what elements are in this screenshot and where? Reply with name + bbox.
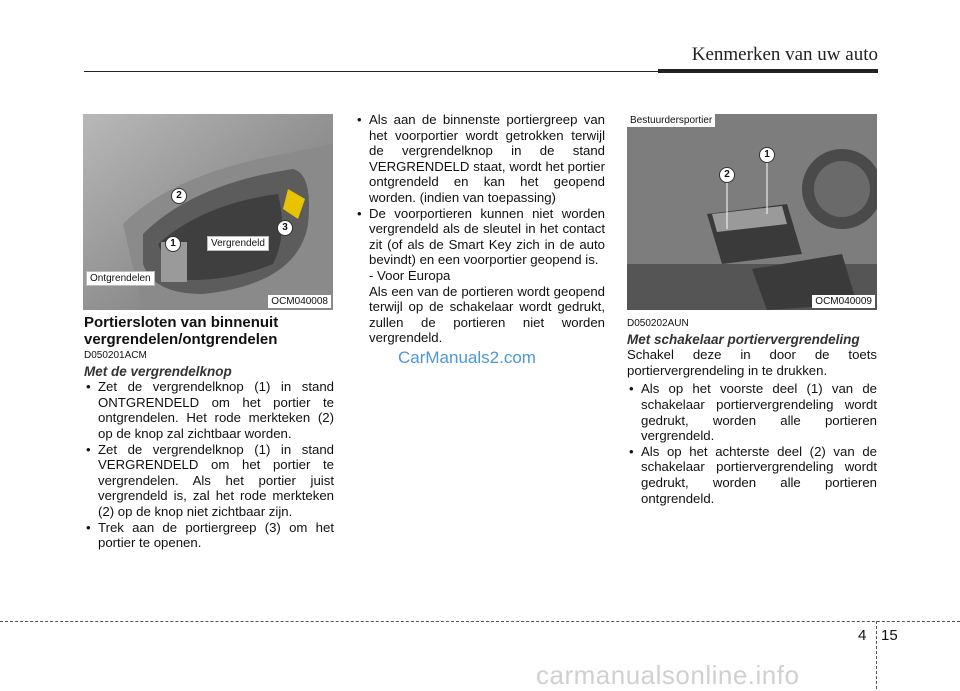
callout-1: 1 (165, 236, 181, 252)
right-column (627, 314, 877, 506)
callout-2: 2 (719, 167, 735, 183)
list-item: • Zet de vergrendelknop (1) in stand VERGRENDELD om het portier te vergrendelen. Als het portier juist vergrendeld is, zal het rode merkteken (2) op de knop niet zichtbaar zijn. (84, 442, 334, 520)
section-title: Portiersloten van binnenuit vergrendelen/ontgrendelen (84, 314, 279, 348)
callout-2: 2 (171, 188, 187, 204)
left-column (84, 314, 334, 551)
section-code: D050202AUN (627, 318, 689, 329)
figure-code: OCM040008 (268, 295, 331, 308)
list-item: • De voorportieren kunnen niet worden vergrendeld als de sleutel in het contact zit (of als de Smart Key zich in de auto bevindt) en een voorportier geopend is. (355, 206, 605, 268)
europe-label: - Voor Europa (369, 267, 451, 283)
watermark: CarManuals2.com (398, 348, 536, 367)
lock-switch-figure (627, 114, 877, 310)
list-item: • Als op het voorste deel (1) van de schakelaar portiervergrendeling wordt gedrukt, worden alle portieren vergrendeld. (627, 381, 877, 443)
header-rule-accent (658, 69, 878, 73)
europe-text: Als een van de portieren wordt geopend terwijl op de schakelaar wordt gedrukt, zullen de portieren niet worden vergrendeld. (369, 283, 605, 346)
chapter-number: 4 (858, 627, 867, 644)
list-item: • Als op het achterste deel (2) van de schakelaar portiervergrendeling wordt gedrukt, worden alle portieren ontgrendeld. (627, 444, 877, 506)
header-rule (84, 71, 678, 72)
label-ontgrendelen: Ontgrendelen (86, 271, 155, 286)
page-separator (876, 621, 877, 689)
header-title: Kenmerken van uw auto (691, 44, 878, 65)
door-handle-figure (83, 114, 333, 310)
subsection-title: Met schakelaar portiervergrendeling (627, 331, 860, 347)
callout-3: 3 (277, 220, 293, 236)
footer-watermark[interactable]: carmanualsonline.info (536, 660, 800, 690)
callout-1: 1 (759, 147, 775, 163)
intro-text: Schakel deze in door de toets portiervergrendeling in te drukken. (627, 347, 877, 378)
list-item: • Trek aan de portiergreep (3) om het portier te openen. (84, 520, 334, 551)
figure-code: OCM040009 (812, 295, 875, 308)
list-item: • Zet de vergrendelknop (1) in stand ONTGRENDELD om het portier te ontgrendelen. Het rode merkteken (2) op de knop zal zichtbaar worden. (84, 379, 334, 441)
footer-rule (0, 621, 960, 622)
middle-column (355, 112, 605, 346)
page-number: 15 (881, 627, 898, 644)
label-bestuurdersportier: Bestuurdersportier (627, 114, 715, 127)
label-vergrendeld: Vergrendeld (207, 236, 269, 251)
lock-switch-illustration (627, 114, 877, 310)
section-code: D050201ACM (84, 350, 147, 361)
list-item: • Als aan de binnenste portiergreep van het voorportier wordt getrokken terwijl de vergrendelknop in de stand VERGRENDELD staat, wordt het portier ontgrendeld en kan het geopend worden. (indien van toepassing) (355, 112, 605, 206)
subsection-title: Met de vergrendelknop (84, 363, 232, 379)
